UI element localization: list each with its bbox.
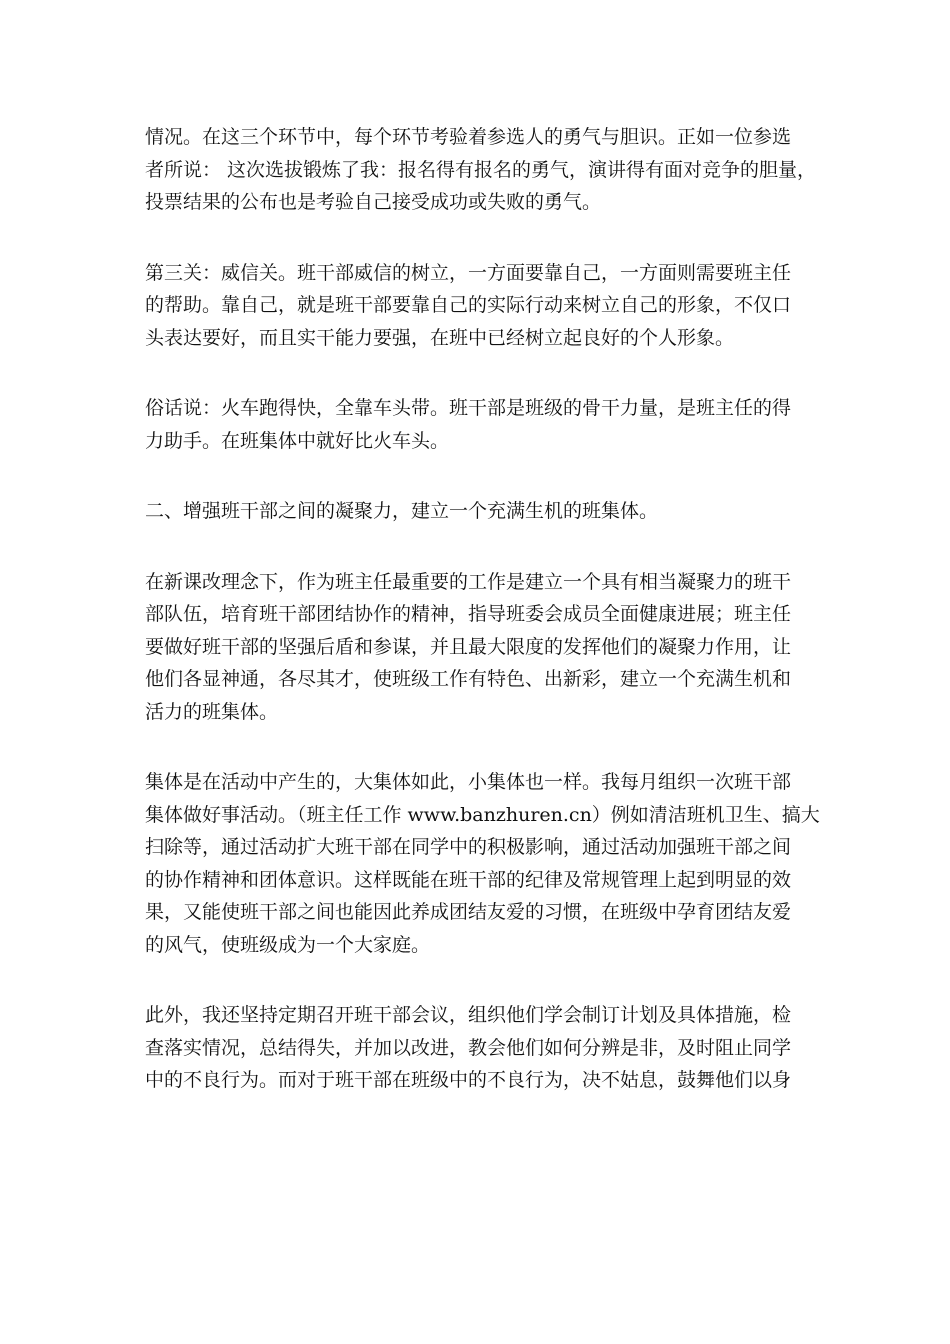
text-line: 要做好班干部的坚强后盾和参谋，并且最大限度的发挥他们的凝聚力作用，让: [145, 635, 792, 658]
text-line: 他们各显神通，各尽其才，使班级工作有特色、出新彩，建立一个充满生机和: [145, 668, 792, 690]
text-line: 的协作精神和团体意识。这样既能在班干部的纪律及常规管理上起到明显的效: [145, 868, 792, 891]
text-line: 力助手。在班集体中就好比火车头。: [145, 429, 450, 452]
text-line: 集体是在活动中产生的，大集体如此，小集体也一样。我每月组织一次班干部: [145, 771, 792, 793]
text-line: 的风气，使班级成为一个大家庭。: [145, 933, 431, 956]
text-line: 头表达要好，而且实干能力要强，在班中已经树立起良好的个人形象。: [145, 326, 735, 349]
paragraph-6: [145, 766, 820, 961]
text-line: 情况。在这三个环节中，每个环节考验着参选人的勇气与胆识。正如一位参选: [145, 126, 792, 148]
text-line: 者所说： 这次选拔锻炼了我：报名得有报名的勇气，演讲得有面对竞争的胆量，: [145, 158, 817, 181]
text-line: 部队伍，培育班干部团结协作的精神，指导班委会成员全面健康进展；班主任: [145, 603, 792, 625]
text-line: 俗话说：火车跑得快，全靠车头带。班干部是班级的骨干力量，是班主任的得: [145, 397, 792, 419]
document-page: [145, 121, 820, 1135]
text-line: 中的不良行为。而对于班干部在班级中的不良行为，决不姑息，鼓舞他们以身: [145, 1069, 792, 1091]
text-line: 集体做好事活动。（班主任工作 www.banzhuren.cn）例如清洁班机卫生、搞大: [145, 803, 820, 826]
paragraph-1: [145, 121, 815, 219]
text-line: 投票结果的公布也是考验自己接受成功或失败的勇气。: [145, 191, 602, 213]
section-heading: [145, 495, 815, 528]
text-line: 的帮助。靠自己，就是班干部要靠自己的实际行动来树立自己的形象，不仅口: [145, 294, 792, 316]
text-line: 二、增强班干部之间的凝聚力，建立一个充满生机的班集体。: [145, 500, 659, 522]
paragraph-3: [145, 392, 815, 457]
text-line: 活力的班集体。: [145, 700, 279, 723]
text-line: 此外，我还坚持定期召开班干部会议，组织他们学会制订计划及具体措施，检: [145, 1004, 792, 1026]
text-line: 果，又能使班干部之间也能因此养成团结友爱的习惯，在班级中孕育团结友爱: [145, 901, 792, 923]
paragraph-2: [145, 257, 815, 355]
paragraph-5: [145, 566, 815, 729]
text-line: 在新课改理念下，作为班主任最重要的工作是建立一个具有相当凝聚力的班干: [145, 570, 792, 593]
text-line: 扫除等，通过活动扩大班干部在同学中的积极影响，通过活动加强班干部之间: [145, 836, 792, 858]
text-line: 第三关：威信关。班干部威信的树立，一方面要靠自己，一方面则需要班主任: [145, 261, 792, 284]
paragraph-7: [145, 999, 815, 1097]
text-line: 查落实情况，总结得失，并加以改进，教会他们如何分辨是非，及时阻止同学: [145, 1036, 792, 1059]
